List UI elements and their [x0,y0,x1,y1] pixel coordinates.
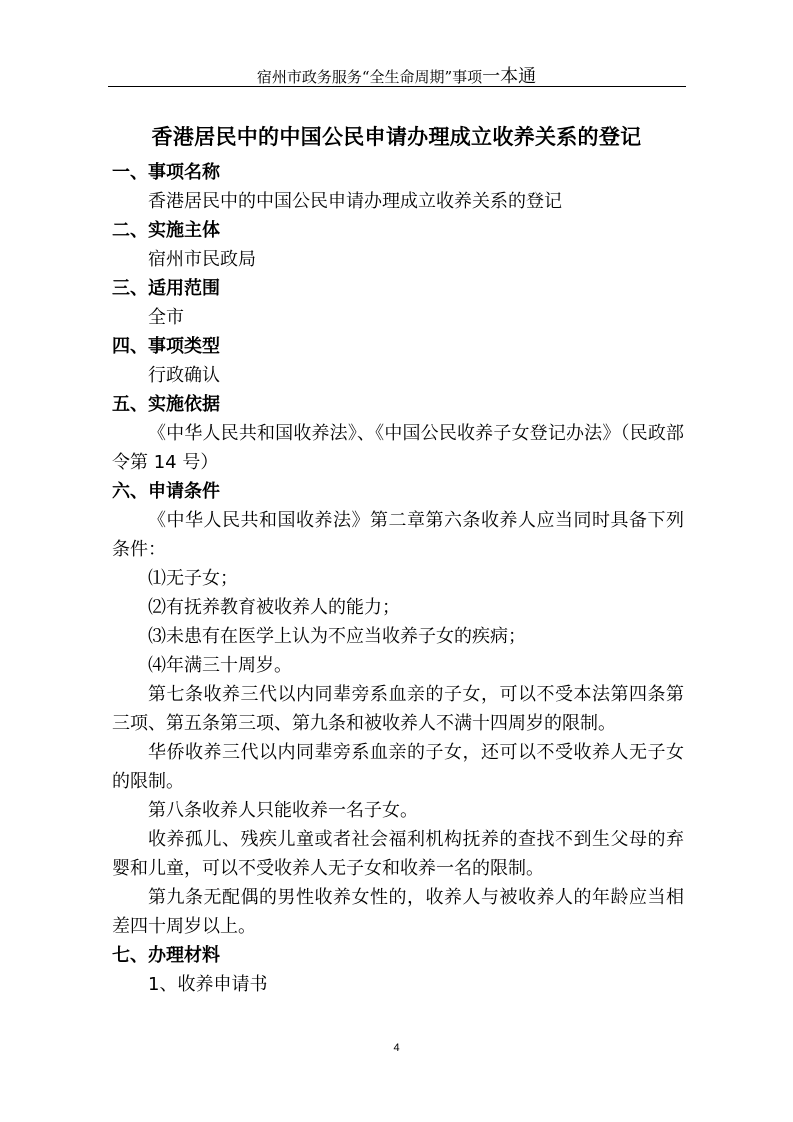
section-heading-3: 三、适用范围 [112,278,220,299]
article-9-paragraph: 第九条无配偶的男性收养女性的，收养人与被收养人的年龄应当相差四十周岁以上。 [112,887,684,937]
section-body-1: 香港居民中的中国公民申请办理成立收养关系的登记 [148,191,562,212]
article-8-paragraph: 第八条收养人只能收养一名子女。 [148,800,418,821]
page-number: 4 [393,1042,400,1054]
orphan-adoption-paragraph: 收养孤儿、残疾儿童或者社会福利机构抚养的查找不到生父母的弃婴和儿童，可以不受收养人无子女和收养一名的限制。 [112,829,684,879]
header-suffix: 一本通 [482,66,537,87]
section-heading-1: 一、事项名称 [112,162,220,183]
condition-item: ⑷年满三十周岁。 [148,655,292,676]
section-body-4: 行政确认 [148,365,220,386]
section-heading-7: 七、办理材料 [112,945,220,966]
section-body-5: 《中华人民共和国收养法》、《中国公民收养子女登记办法》（民政部令第 14 号） [112,423,684,473]
condition-item: ⑵有抚养教育被收养人的能力； [148,597,400,618]
document-body [112,158,684,999]
section-heading-4: 四、事项类型 [112,336,220,357]
document-title: 香港居民中的中国公民申请办理成立收养关系的登记 [151,125,642,149]
overseas-chinese-paragraph: 华侨收养三代以内同辈旁系血亲的子女，还可以不受收养人无子女的限制。 [112,742,684,792]
conditions-intro: 《中华人民共和国收养法》第二章第六条收养人应当同时具备下列条件： [112,510,684,560]
condition-item: ⑶未患有在医学上认为不应当收养子女的疾病； [148,626,526,647]
section-heading-5: 五、实施依据 [112,394,220,415]
section-heading-6: 六、申请条件 [112,481,220,502]
section-heading-2: 二、实施主体 [112,220,220,241]
header-divider [108,86,686,87]
header-title: 宿州市政务服务“全生命周期”事项 [256,68,483,86]
section-body-3: 全市 [148,307,184,328]
running-header [0,62,793,88]
article-7-paragraph: 第七条收养三代以内同辈旁系血亲的子女，可以不受本法第四条第三项、第五条第三项、第九条和被收养人不满十四周岁的限制。 [112,684,684,734]
condition-item: ⑴无子女； [148,568,238,589]
section-body-2: 宿州市民政局 [148,249,256,270]
material-item: 1、收养申请书 [148,974,268,995]
